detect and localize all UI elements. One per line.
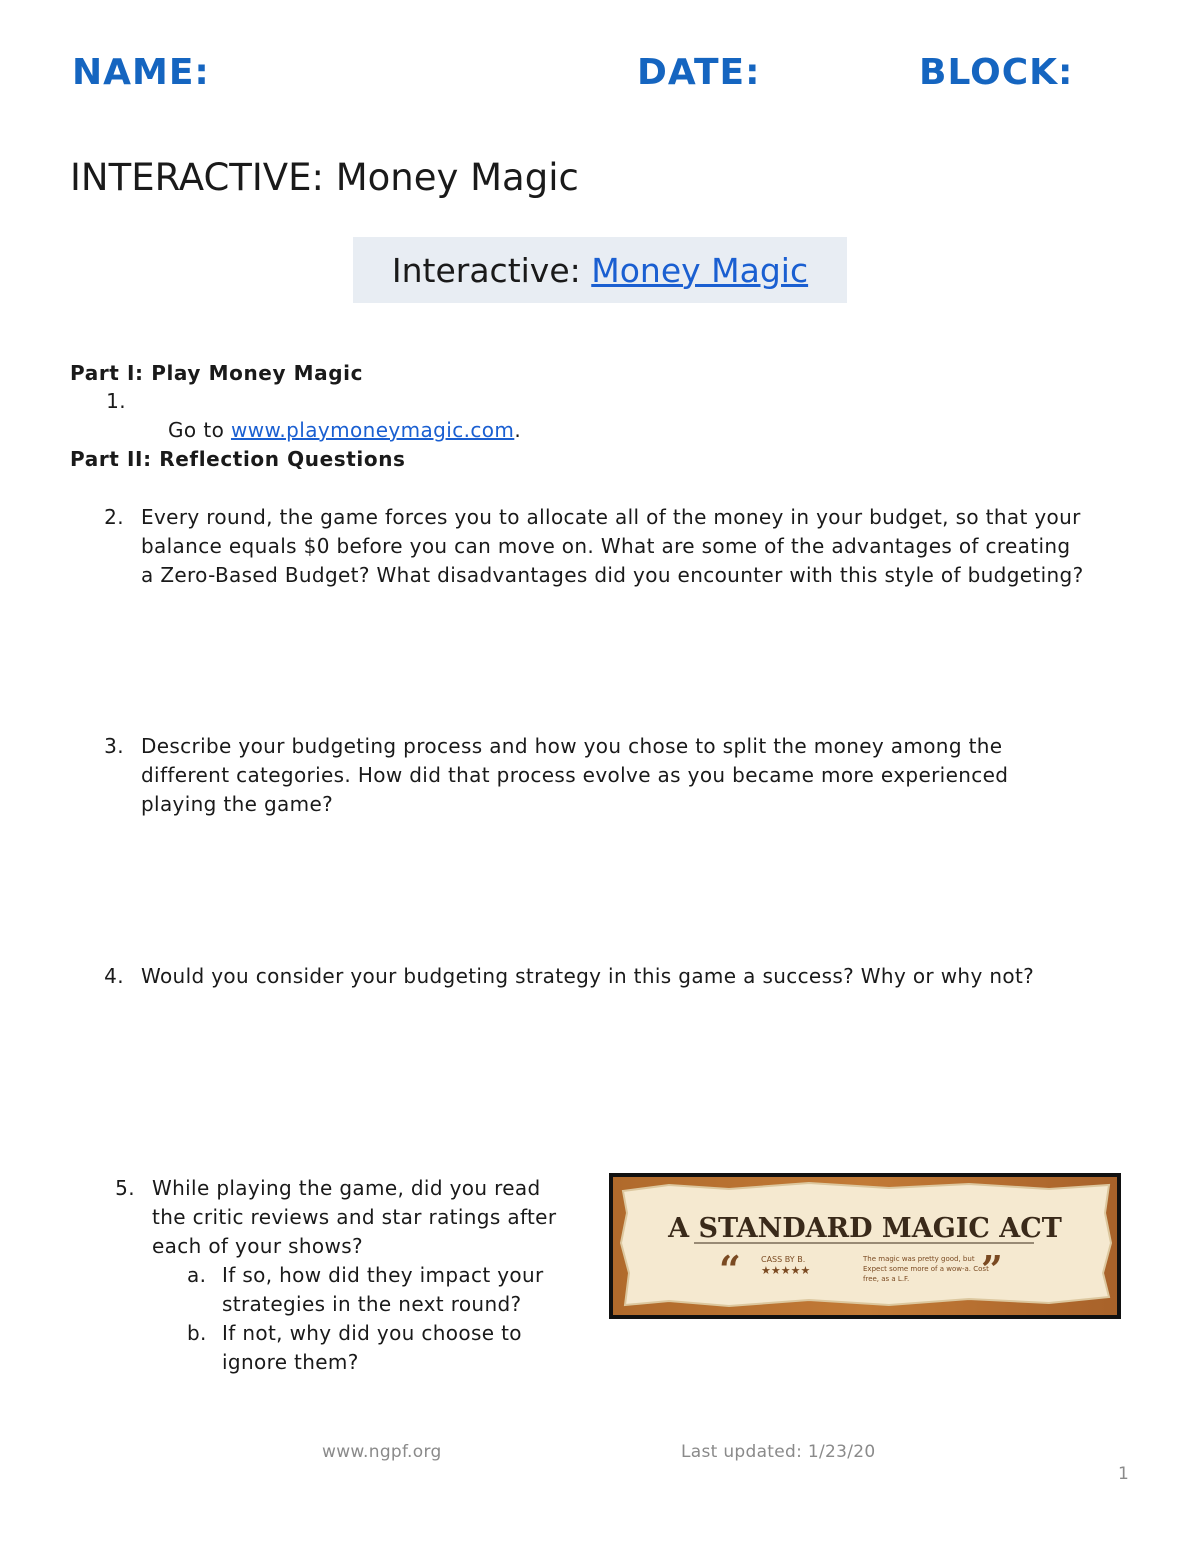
question-line: Would you consider your budgeting strategy in this game a success? Why or why not? [141,964,1035,988]
part2-heading: Part II: Reflection Questions [70,447,406,471]
question-text [141,962,1141,991]
money-magic-link[interactable]: Money Magic [591,250,809,290]
question-number: 3. [104,734,124,758]
part1-item-prefix: Go to [168,418,231,442]
name-label: NAME: [72,52,210,93]
parchment [621,1183,1111,1306]
banner-prefix: Interactive: [391,250,592,290]
page-title: INTERACTIVE: Money Magic [70,156,579,199]
question-text [141,503,1141,590]
reviewer-name: CASS BY B. [761,1255,806,1264]
part1-heading: Part I: Play Money Magic [70,361,364,385]
question-line: the critic reviews and star ratings after [152,1205,557,1229]
question-line: Every round, the game forces you to allocate all of the money in your budget, so that your [141,505,1081,529]
review-card-graphic [609,1173,1121,1319]
subitem-line: If so, how did they impact your [222,1263,544,1287]
question-line: Describe your budgeting process and how you chose to split the money among the [141,734,1003,758]
playmoneymagic-link[interactable]: www.playmoneymagic.com [230,418,515,442]
review-text-line: The magic was pretty good, but [863,1255,975,1263]
subitem-text [222,1319,582,1377]
footer-updated: Last updated: 1/23/20 [681,1442,876,1462]
subitem-letter: b. [187,1321,207,1345]
subitem-line: strategies in the next round? [222,1292,522,1316]
review-text-line: free, as a L.F. [863,1275,910,1283]
question-text [141,732,1141,819]
question-line: each of your shows? [152,1234,363,1258]
question-line: While playing the game, did you read [152,1176,541,1200]
question-number: 5. [115,1176,135,1200]
review-text-line: Expect some more of a wow-a. Cost [863,1265,989,1273]
part1-item-number: 1. [106,389,126,413]
page-number: 1 [1118,1464,1129,1484]
subitem-line: ignore them? [222,1350,359,1374]
question-line: balance equals $0 before you can move on. What are some of the advantages of creating [141,534,1071,558]
question-line: different categories. How did that process evolve as you became more experienced [141,763,1009,787]
block-label: BLOCK: [919,52,1074,93]
question-text [152,1174,592,1261]
question-line: playing the game? [141,792,334,816]
question-number: 4. [104,964,124,988]
star-rating: ★★★★★ [761,1264,811,1277]
quote-open-icon: “ [719,1247,741,1292]
quote-close-icon: ” [981,1247,1003,1292]
image-headline: A STANDARD MAGIC ACT [668,1213,1062,1244]
interactive-banner [353,237,847,303]
date-label: DATE: [637,52,761,93]
subitem-text [222,1261,582,1319]
game-review-image [609,1173,1121,1319]
footer-site: www.ngpf.org [322,1442,442,1462]
subitem-letter: a. [187,1263,207,1287]
question-line: a Zero-Based Budget? What disadvantages did you encounter with this style of budgeting? [141,563,1084,587]
part1-item-suffix: . [514,418,522,442]
question-number: 2. [104,505,124,529]
subitem-line: If not, why did you choose to [222,1321,522,1345]
